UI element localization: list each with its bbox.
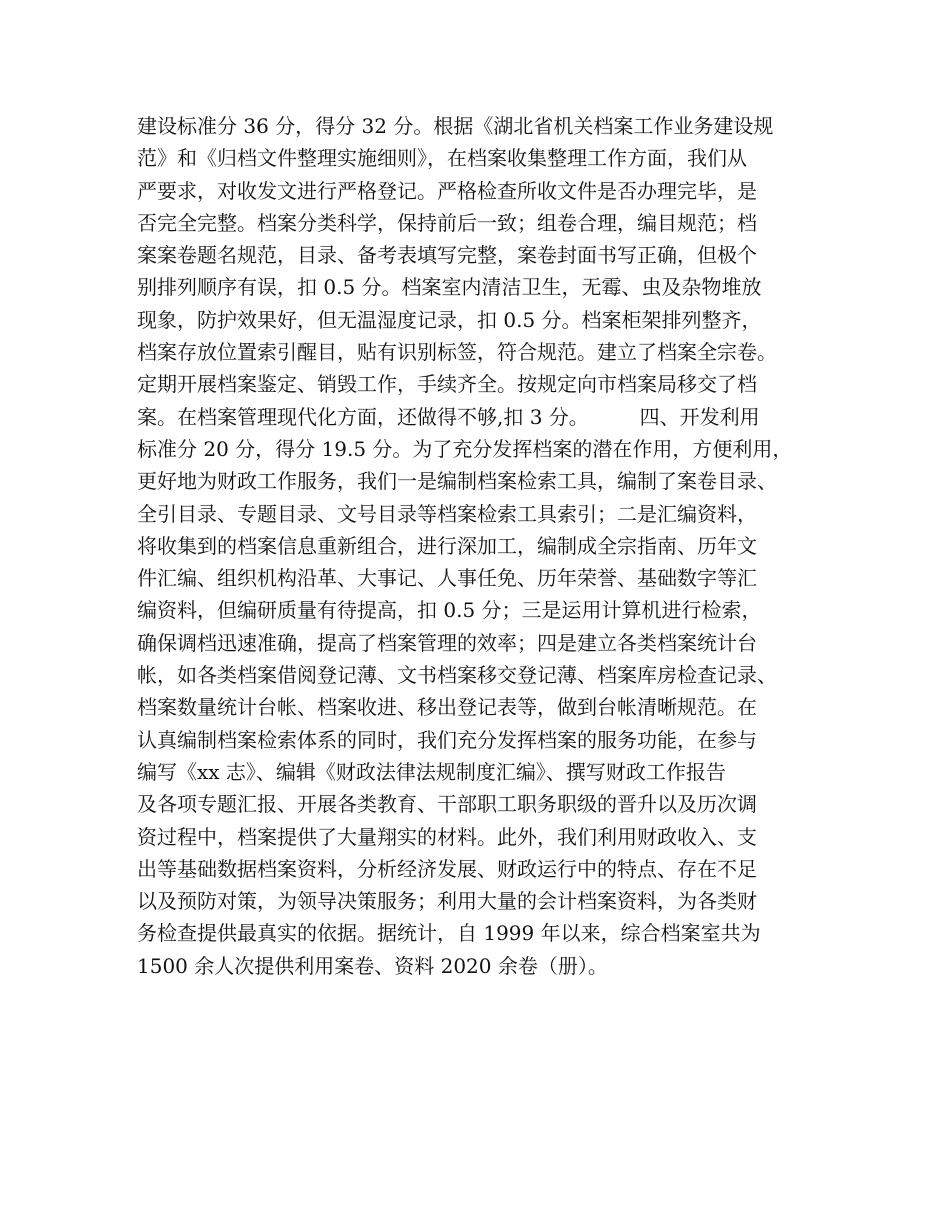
text-line-13: 全引目录、专题目录、文号目录等档案检索工具索引；二是汇编资料， <box>137 501 757 526</box>
text-line-14: 将收集到的档案信息重新组合，进行深加工，编制成全宗指南、历年文 <box>137 533 757 558</box>
text-line-17: 确保调档迅速准确，提高了档案管理的效率；四是建立各类档案统计台 <box>137 630 757 655</box>
text-line-20: 认真编制档案检索体系的同时，我们充分发挥档案的服务功能，在参与 <box>137 727 757 752</box>
text-line-25: 以及预防对策，为领导决策服务；利用大量的会计档案资料，为各类财 <box>137 889 757 914</box>
text-line-3: 严要求，对收发文进行严格登记。严格检查所收文件是否办理完毕，是 <box>137 178 757 203</box>
text-line-23: 资过程中，档案提供了大量翔实的材料。此外，我们利用财政收入、支 <box>137 824 757 849</box>
text-line-27: 1500 余人次提供利用案卷、资料 2020 余卷（册）。 <box>137 953 608 978</box>
text-line-19: 档案数量统计台帐、档案收进、移出登记表等，做到台帐清晰规范。在 <box>137 695 757 720</box>
text-line-16: 编资料，但编研质量有待提高，扣 0.5 分；三是运用计算机进行检索， <box>137 598 762 623</box>
text-line-9: 定期开展档案鉴定、销毁工作，手续齐全。按规定向市档案局移交了档 <box>137 372 757 397</box>
text-line-15: 件汇编、组织机构沿革、大事记、人事任免、历年荣誉、基础数字等汇 <box>137 566 757 591</box>
text-line-2: 范》和《归档文件整理实施细则》，在档案收集整理工作方面，我们从 <box>137 146 747 171</box>
text-line-6: 别排列顺序有误，扣 0.5 分。档案室内清洁卫生，无霉、虫及杂物堆放 <box>137 275 762 300</box>
text-line-8: 档案存放位置索引醒目，贴有识别标签，符合规范。建立了档案全宗卷。 <box>137 340 777 365</box>
text-line-21: 编写《xx 志》、编辑《财政法律法规制度汇编》、撰写财政工作报告 <box>137 759 726 784</box>
text-line-10: 案。在档案管理现代化方面，还做得不够,扣 3 分。 四、开发利用 <box>137 404 760 429</box>
text-line-5: 案案卷题名规范，目录、备考表填写完整，案卷封面书写正确，但极个 <box>137 243 757 268</box>
text-line-18: 帐，如各类档案借阅登记薄、文书档案移交登记薄、档案库房检查记录、 <box>137 663 777 688</box>
text-line-12: 更好地为财政工作服务，我们一是编制档案检索工具，编制了案卷目录、 <box>137 469 777 494</box>
text-line-11: 标准分 20 分，得分 19.5 分。为了充分发挥档案的潜在作用，方便利用， <box>137 436 793 461</box>
text-line-4: 否完全完整。档案分类科学，保持前后一致；组卷合理，编目规范；档 <box>137 210 757 235</box>
text-line-7: 现象，防护效果好，但无温湿度记录，扣 0.5 分。档案柜架排列整齐， <box>137 307 762 332</box>
text-line-22: 及各项专题汇报、开展各类教育、干部职工职务职级的晋升以及历次调 <box>137 792 757 817</box>
text-line-24: 出等基础数据档案资料，分析经济发展、财政运行中的特点、存在不足 <box>137 856 757 881</box>
body-text <box>137 110 827 982</box>
text-line-1: 建设标准分 36 分，得分 32 分。根据《湖北省机关档案工作业务建设规 <box>137 114 774 138</box>
text-line-26: 务检查提供最真实的依据。据统计，自 1999 年以来，综合档案室共为 <box>137 921 761 946</box>
